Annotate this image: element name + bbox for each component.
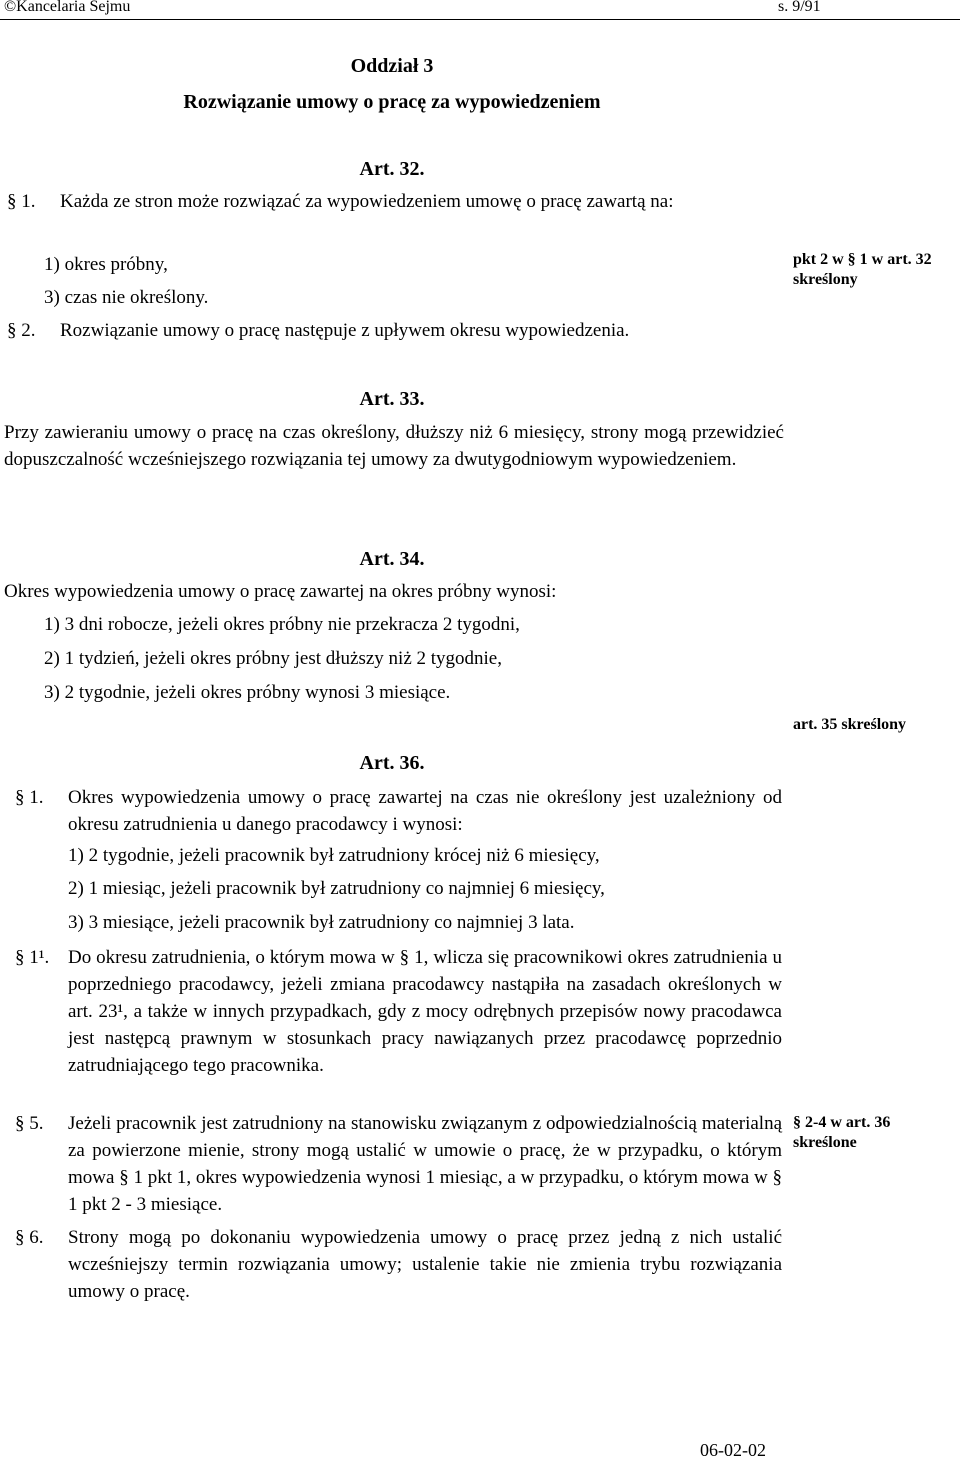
art-32-par-1 — [7, 188, 782, 215]
art-36-heading: Art. 36. — [359, 752, 425, 774]
art-36-par-1-marker: § 1. — [15, 787, 44, 808]
art-33-text: Przy zawieraniu umowy o pracę na czas określony, dłuższy niż 6 miesięcy, strony mogą przewidzieć dopuszczalność wcześniejszego rozwiązania tej umowy za dwutygodniowym wypowiedzeniem. — [4, 422, 784, 470]
art-36-par-1 — [15, 784, 782, 838]
art-32-par-1-text: Każda ze stron może rozwiązać za wypowiedzeniem umowę o pracę zawartą na: — [60, 191, 674, 212]
art-36-item-1: 1) 2 tygodnie, jeżeli pracownik był zatrudniony krócej niż 6 miesięcy, — [68, 845, 600, 866]
art-34-text: Okres wypowiedzenia umowy o pracę zawartej na okres próbny wynosi: — [4, 581, 557, 602]
margin-note-art-32: pkt 2 w § 1 w art. 32 skreślony — [793, 251, 932, 288]
header-source: ©Kancelaria Sejmu — [4, 0, 131, 15]
art-32-item-1: 1) okres próbny, — [44, 254, 168, 275]
header-page-number: s. 9/91 — [778, 0, 821, 15]
margin-note-art-36: § 2-4 w art. 36 skreślone — [793, 1114, 891, 1151]
art-36-par-1a — [15, 944, 782, 1079]
footer-code: 06-02-02 — [700, 1440, 766, 1460]
art-36-par-6-text: Strony mogą po dokonaniu wypowiedzenia umowy o pracę przez jedną z nich ustalić wcześniejszy termin rozwiązania umowy; ustalenie takie nie zmienia trybu rozwiązania umowy o pracę. — [68, 1227, 782, 1302]
art-32-item-3: 3) czas nie określony. — [44, 287, 209, 308]
art-33-heading: Art. 33. — [359, 388, 425, 410]
art-34-item-2: 2) 1 tydzień, jeżeli okres próbny jest dłuższy niż 2 tygodnie, — [44, 648, 502, 669]
section-title: Oddział 3 — [350, 55, 434, 77]
art-36-par-1a-marker: § 1¹. — [15, 947, 50, 968]
art-36-par-5 — [15, 1110, 782, 1218]
art-36-par-1-text: Okres wypowiedzenia umowy o pracę zawartej na czas nie określony jest uzależniony od okresu zatrudnienia u danego pracodawcy i wynosi: — [68, 787, 782, 835]
art-34-item-1: 1) 3 dni robocze, jeżeli okres próbny nie przekracza 2 tygodni, — [44, 614, 520, 635]
header-divider — [0, 19, 960, 20]
section-subtitle: Rozwiązanie umowy o pracę za wypowiedzeniem — [183, 91, 601, 113]
margin-note-art-35: art. 35 skreślony — [793, 716, 907, 733]
art-36-par-5-text: Jeżeli pracownik jest zatrudniony na stanowisku związanym z odpowiedzialnością materialną za powierzone mienie, strony mogą ustalić w umowie o pracę, że w przypadku, o którym mowa § 1 pkt 1, okres wypowiedzenia wynosi 1 miesiąc, a w przypadku, o którym mowa w § 1 pkt 2 - 3 miesiące. — [68, 1113, 782, 1215]
art-32-par-2 — [7, 317, 782, 344]
art-32-par-2-marker: § 2. — [7, 320, 36, 341]
art-32-par-2-text: Rozwiązanie umowy o pracę następuje z upływem okresu wypowiedzenia. — [60, 320, 630, 341]
art-36-par-1a-text: Do okresu zatrudnienia, o którym mowa w § 1, wlicza się pracownikowi okres zatrudnienia u poprzedniego pracodawcy, jeżeli zmiana pracodawcy nastąpiła na zasadach określonych w art. 23¹, a także w innych przypadkach, gdy z mocy odrębnych przepisów nowy pracodawca jest następcą prawnym w stosunkach pracy nawiązanych przez pracodawcę poprzednio zatrudniającego tego pracownika. — [68, 947, 782, 1076]
art-36-par-5-marker: § 5. — [15, 1113, 44, 1134]
art-36-par-6-marker: § 6. — [15, 1227, 44, 1248]
art-32-par-1-marker: § 1. — [7, 191, 36, 212]
art-36-item-2: 2) 1 miesiąc, jeżeli pracownik był zatrudniony co najmniej 6 miesięcy, — [68, 878, 605, 899]
art-36-item-3: 3) 3 miesiące, jeżeli pracownik był zatrudniony co najmniej 3 lata. — [68, 912, 575, 933]
art-34-item-3: 3) 2 tygodnie, jeżeli okres próbny wynosi 3 miesiące. — [44, 682, 451, 703]
art-36-par-6 — [15, 1224, 782, 1305]
art-32-heading: Art. 32. — [359, 158, 425, 180]
art-34-heading: Art. 34. — [359, 548, 425, 570]
